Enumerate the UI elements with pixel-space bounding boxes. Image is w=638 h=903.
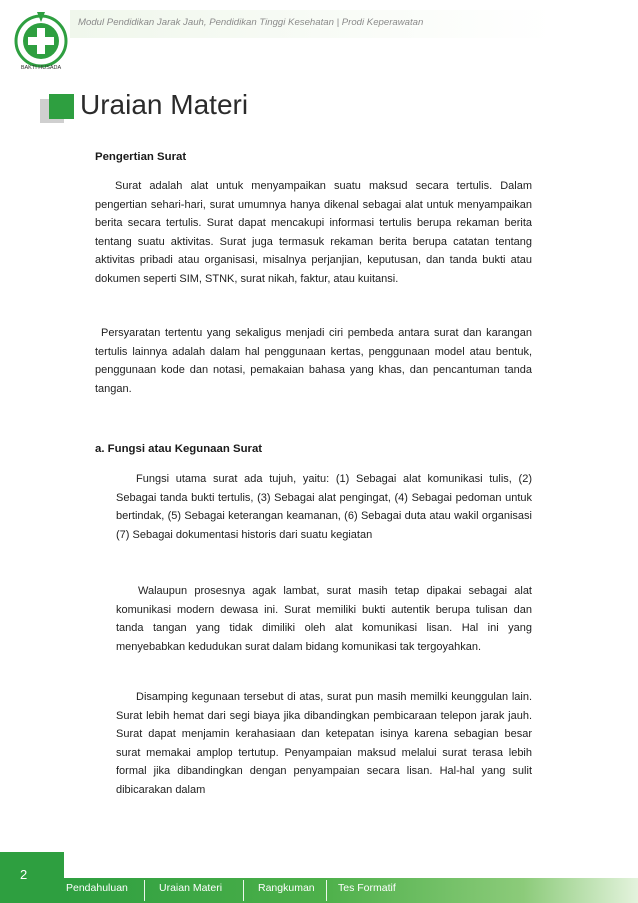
nav-divider	[144, 880, 145, 901]
paragraph-4: Walaupun prosesnya agak lambat, surat masih tetap dipakai sebagai alat komunikasi modern dewasa ini. Surat memiliki bukti autentik berupa tulisan dan tanda tangan yang tidak dimiliki oleh alat komunikasi lisan. Hal ini yang menyebabkan kedudukan surat dalam bidang komunikasi tak tergoyahkan.	[116, 585, 532, 653]
nav-divider	[243, 880, 244, 901]
paragraph-5: Disamping kegunaan tersebut di atas, surat pun masih memilki keunggulan lain. Surat lebih hemat dari segi biaya jika dibandingkan pembicaraan telepon jarak jauh. Surat dapat menjamin kerahasiaan dan ketepatan isinya karena sebagian besar surat memakai amplop tertutup. Penyampaian maksud melalui surat terasa lebih formal jika dibandingkan dengan penyampaian secara lisan. Hal-hal yang sulit dibicarakan dalam	[116, 691, 532, 796]
nav-uraian-materi[interactable]: Uraian Materi	[159, 882, 223, 894]
bakti-husada-logo-icon	[14, 8, 68, 74]
nav-divider	[326, 880, 327, 901]
nav-rangkuman[interactable]: Rangkuman	[258, 882, 315, 894]
paragraph-1: Surat adalah alat untuk menyampaikan suatu maksud secara tertulis. Dalam pengertian sehari-hari, surat umumnya hanya dikenal sebagai alat untuk menyampaikan berita secara tertulis. Surat dapat mencakupi informasi tertulis berupa rekaman berita tentang suatu aktivitas. Surat juga termasuk rekaman berita berupa catatan tentang aktivitas pribadi atau organisasi, misalnya perjanjian, keputusan, dan tanda bukti atau dokumen seperti SIM, STNK, surat nikah, faktur, atau kuitansi.	[95, 180, 532, 285]
title-decor-green-square	[49, 94, 74, 119]
paragraph-2: Persyaratan tertentu yang sekaligus menjadi ciri pembeda antara surat dan karangan tertulis lainnya adalah dalam hal penggunaan kertas, penggunaan model atau bentuk, penggunaan kode dan notasi, pemakaian bahasa yang khas, dan pencantuman tanda tangan.	[95, 327, 532, 395]
nav-pendahuluan[interactable]: Pendahuluan	[66, 882, 128, 894]
nav-tes-formatif[interactable]: Tes Formatif	[338, 882, 396, 894]
module-header-text: Modul Pendidikan Jarak Jauh, Pendidikan Tinggi Kesehatan | Prodi Keperawatan	[78, 17, 424, 28]
list-heading: a. Fungsi atau Kegunaan Surat	[95, 443, 263, 455]
subheading: Pengertian Surat	[95, 151, 187, 163]
page-number: 2	[20, 867, 28, 882]
page-number-box	[0, 852, 64, 903]
logo-lettering: BAKTI HUSADA	[20, 65, 62, 71]
paragraph-3: Fungsi utama surat ada tujuh, yaitu: (1) Sebagai alat komunikasi tulis, (2) Sebagai tanda bukti tertulis, (3) Sebagai alat pengingat, (4) Sebagai pedoman untuk bertindak, (5) Sebagai keterangan keamanan, (6) Sebagai duta atau wakil organisasi (7) Sebagai dokumentasi historis dari suatu kegiatan	[116, 473, 532, 541]
section-title: Uraian Materi	[80, 89, 249, 120]
